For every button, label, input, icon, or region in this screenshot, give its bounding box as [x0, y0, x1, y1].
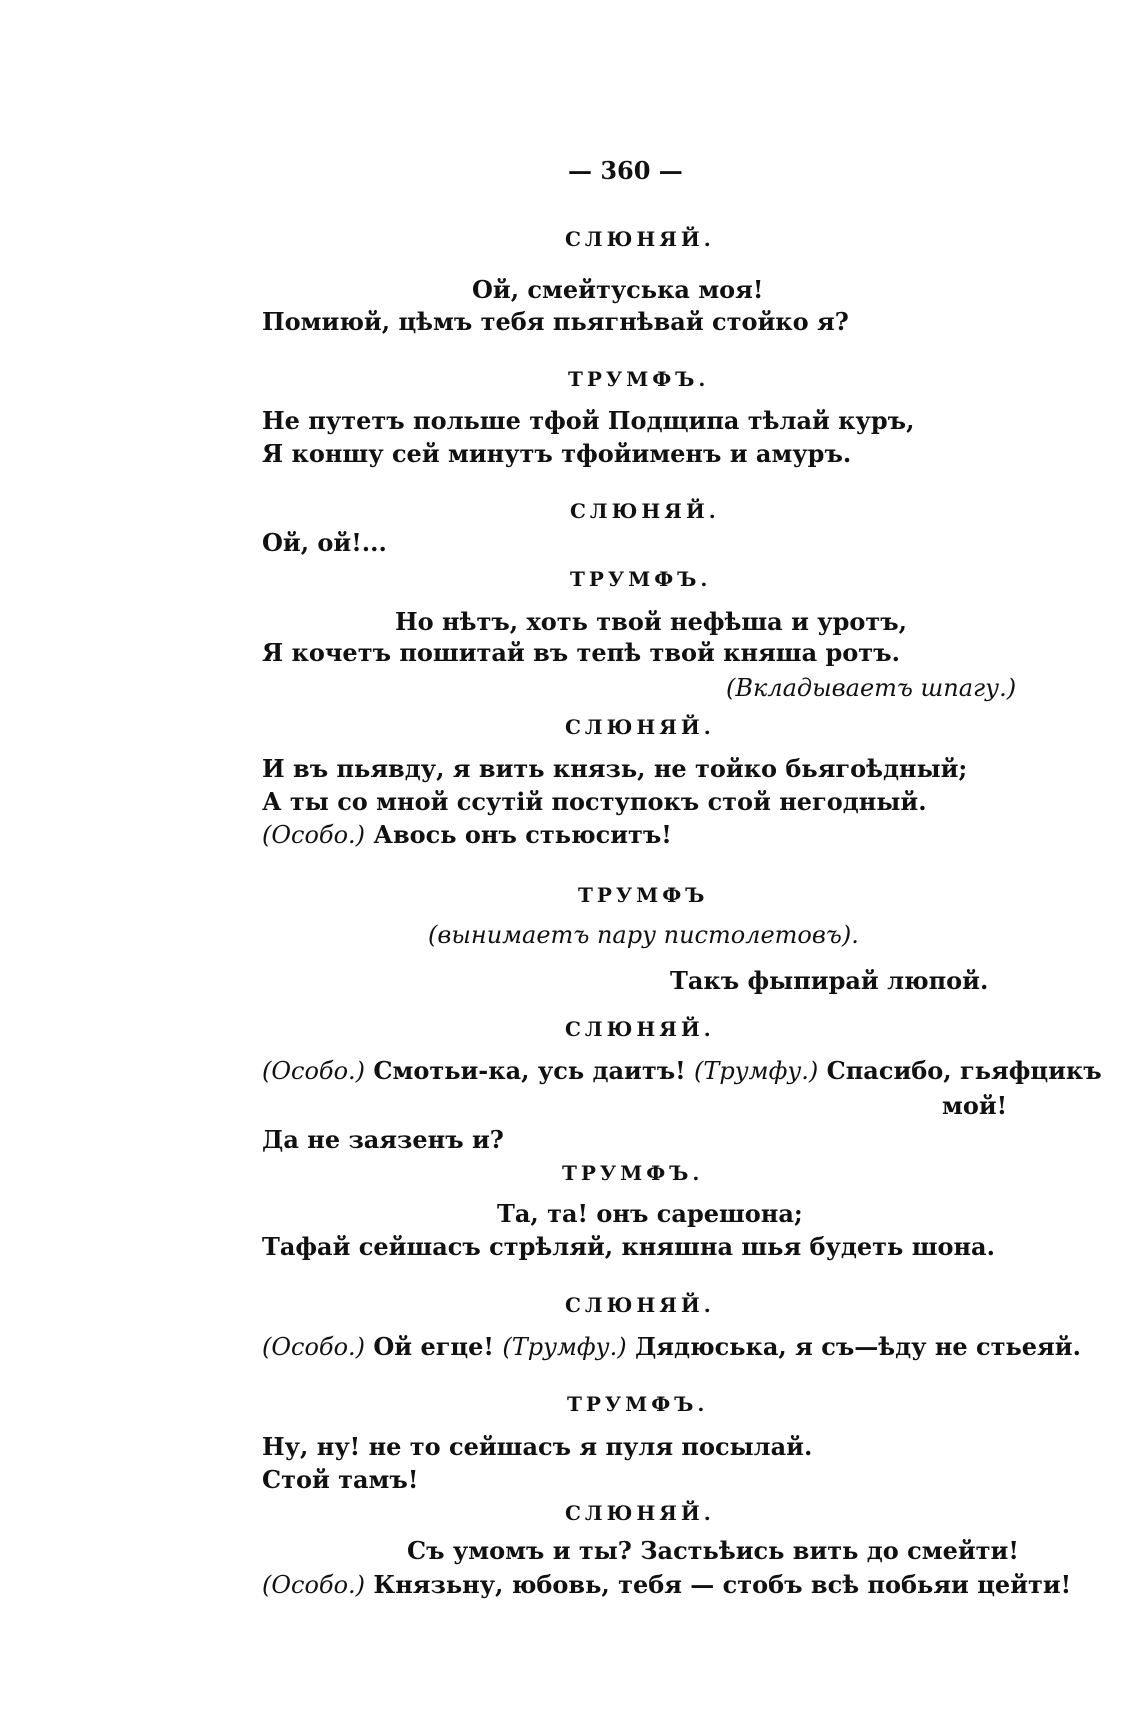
- stage-direction: (Трумфу.): [502, 1333, 627, 1361]
- stage-direction: (Особо.): [262, 1571, 366, 1599]
- verse-line: Да не заязенъ и?: [262, 1125, 504, 1154]
- stage-direction: (вынимаетъ пару пистолетовъ).: [428, 921, 859, 949]
- speaker-name: ТРУМФЪ: [578, 883, 709, 907]
- verse-line: Не путетъ польше тфой Подщипа тѣлай куръ,: [262, 406, 915, 435]
- speaker-name: СЛЮНЯЙ.: [565, 715, 715, 739]
- stage-direction: (Трумфу.): [694, 1057, 819, 1085]
- verse-line: Я кочетъ пошитай въ тепѣ твой княша ротъ.: [262, 638, 900, 667]
- speaker-name: СЛЮНЯЙ.: [570, 499, 720, 523]
- speaker-name: СЛЮНЯЙ.: [565, 227, 715, 251]
- stage-direction: (Особо.): [262, 821, 366, 849]
- speaker-name: ТРУМФЪ.: [562, 1161, 704, 1185]
- stage-direction: (Вкладываетъ шпагу.): [726, 674, 1017, 702]
- verse-text: Князьну, юбовь, тебя — стобъ всѣ побьяи цейти!: [373, 1570, 1072, 1599]
- verse-line: Та, та! онъ сарешона;: [497, 1199, 803, 1228]
- verse-line: [262, 1056, 1102, 1086]
- verse-line: Я коншу сей минутъ тфойименъ и амуръ.: [262, 439, 852, 468]
- verse-line: [262, 1570, 1071, 1600]
- verse-line: Стой тамъ!: [262, 1465, 419, 1494]
- verse-text: Дядюська, я съ—ѣду не стьеяй.: [634, 1332, 1081, 1361]
- verse-text: Спасибо, гьяфцикъ: [826, 1056, 1102, 1085]
- verse-line: Ой, смейтуська моя!: [472, 275, 764, 304]
- verse-line: [262, 820, 672, 850]
- verse-line: Тафай сейшасъ стрѣляй, княшна шья будеть шона.: [262, 1232, 995, 1261]
- stage-direction: (Особо.): [262, 1333, 366, 1361]
- verse-line: [262, 1332, 1081, 1362]
- verse-line: Съ умомъ и ты? Застьѣись вить до смейти!: [407, 1536, 1019, 1565]
- stage-direction: (Особо.): [262, 1057, 366, 1085]
- speaker-name: СЛЮНЯЙ.: [565, 1293, 715, 1317]
- page-number: — 360 —: [568, 156, 683, 185]
- speaker-name: ТРУМФЪ.: [570, 567, 712, 591]
- speaker-name: ТРУМФЪ.: [568, 367, 710, 391]
- verse-text: Смотьи-ка, усь даитъ!: [373, 1056, 686, 1085]
- verse-line: А ты со мной ссутій поступокъ стой негодный.: [262, 787, 927, 816]
- verse-line: Такъ фыпирай люпой.: [670, 966, 989, 995]
- verse-text: Ой егце!: [373, 1332, 494, 1361]
- speaker-name: СЛЮНЯЙ.: [565, 1501, 715, 1525]
- verse-line: Ой, ой!...: [262, 528, 387, 557]
- speaker-name: СЛЮНЯЙ.: [565, 1017, 715, 1041]
- verse-line: Но нѣтъ, хоть твой нефѣша и уротъ,: [395, 607, 908, 636]
- verse-line: Помиюй, цѣмъ тебя пьягнѣвай стойко я?: [262, 307, 849, 336]
- verse-line: Ну, ну! не то сейшасъ я пуля посылай.: [262, 1432, 813, 1461]
- speaker-name: ТРУМФЪ.: [567, 1392, 709, 1416]
- verse-text: Авось онъ стьюситъ!: [373, 820, 672, 849]
- verse-line-continuation: мой!: [942, 1091, 1008, 1120]
- verse-line: И въ пьявду, я вить князь, не тойко бьягоѣдный;: [262, 754, 968, 783]
